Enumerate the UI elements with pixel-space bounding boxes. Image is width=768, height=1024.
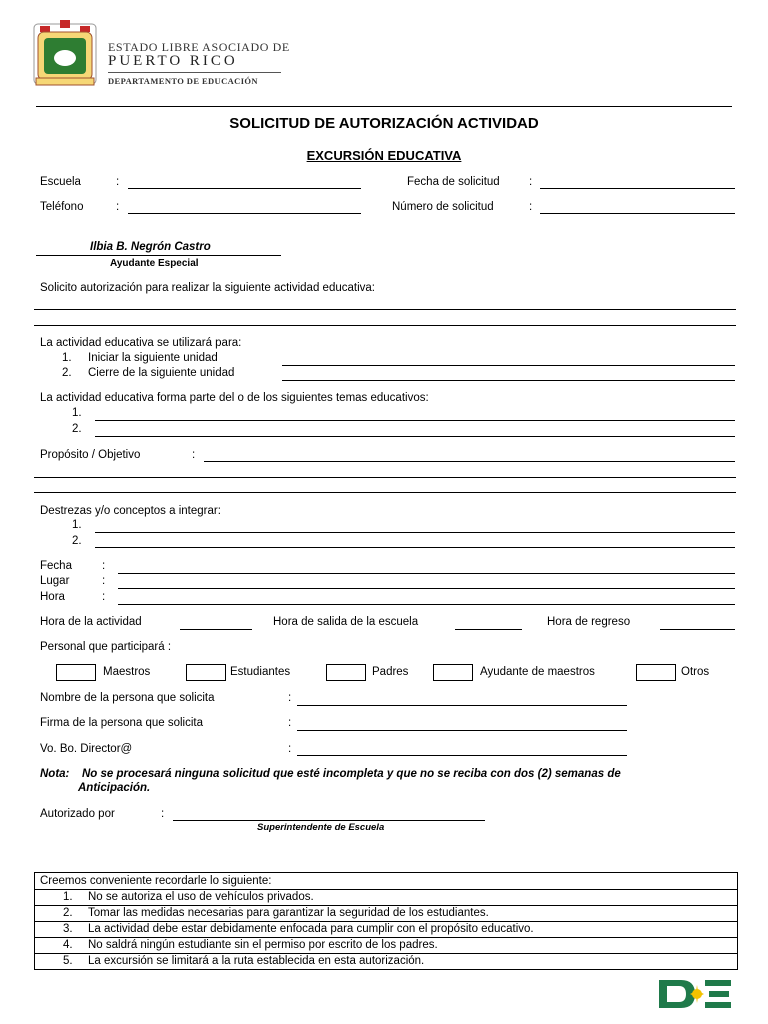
purpose-field-3[interactable] xyxy=(34,492,736,493)
use-heading: La actividad educativa se utilizará para: xyxy=(40,337,242,349)
themes-num-1: 1. xyxy=(72,407,82,419)
director-label: Vo. Bo. Director@ xyxy=(40,743,133,755)
reminders-heading: Creemos conveniente recordarle lo siguiente: xyxy=(35,873,737,890)
use-item-2-num: 2. xyxy=(62,367,72,379)
numero-solicitud-label: Número de solicitud xyxy=(392,201,494,213)
colon: : xyxy=(529,201,533,213)
lugar-label: Lugar xyxy=(40,575,70,587)
header-rule xyxy=(36,106,732,107)
skills-field-2[interactable] xyxy=(95,547,735,548)
page-subtitle: EXCURSIÓN EDUCATIVA xyxy=(306,148,462,163)
request-line-2[interactable] xyxy=(34,325,736,326)
fecha-field[interactable] xyxy=(118,573,735,574)
use-item-1-field[interactable] xyxy=(282,365,735,366)
skills-field-1[interactable] xyxy=(95,532,735,533)
skills-heading: Destrezas y/o conceptos a integrar: xyxy=(40,505,221,517)
lugar-field[interactable] xyxy=(118,588,735,589)
hora-regreso-label: Hora de regreso xyxy=(547,616,631,628)
colon: : xyxy=(192,449,196,461)
reminder-num: 4. xyxy=(63,939,73,951)
use-item-2: Cierre de la siguiente unidad xyxy=(88,367,235,379)
colon: : xyxy=(102,560,106,572)
table-row xyxy=(35,938,737,954)
skills-num-2: 2. xyxy=(72,535,82,547)
note-line-1: No se procesará ninguna solicitud que esté incompleta y que no se reciba con dos (2) semanas de xyxy=(82,768,621,780)
reminders-table xyxy=(34,872,738,970)
telefono-field[interactable] xyxy=(128,213,361,214)
escuela-label: Escuela xyxy=(40,176,81,188)
hora-actividad-field[interactable] xyxy=(180,629,252,630)
reminder-num: 1. xyxy=(63,891,73,903)
agency-line-1: ESTADO LIBRE ASOCIADO DE xyxy=(108,40,290,54)
colon: : xyxy=(116,201,120,213)
firma-label: Firma de la persona que solicita xyxy=(40,717,203,729)
purpose-label: Propósito / Objetivo xyxy=(40,449,141,461)
fecha-solicitud-field[interactable] xyxy=(540,188,735,189)
hora-label: Hora xyxy=(40,591,65,603)
reminder-text: No saldrá ningún estudiante sin el permiso por escrito de los padres. xyxy=(88,939,438,951)
page-title: SOLICITUD DE AUTORIZACIÓN ACTIVIDAD xyxy=(229,115,539,132)
checkbox-otros[interactable] xyxy=(636,664,676,681)
reminder-text: Tomar las medidas necesarias para garantizar la seguridad de los estudiantes. xyxy=(88,907,489,919)
option-estudiantes: Estudiantes xyxy=(230,666,291,678)
telefono-label: Teléfono xyxy=(40,201,84,213)
colon: : xyxy=(102,575,106,587)
use-item-1: Iniciar la siguiente unidad xyxy=(88,352,218,364)
de-logo-icon xyxy=(655,976,735,1012)
option-ayudante: Ayudante de maestros xyxy=(480,666,595,678)
skills-num-1: 1. xyxy=(72,519,82,531)
colon: : xyxy=(529,176,533,188)
signer-role: Ayudante Especial xyxy=(110,258,199,269)
purpose-field-2[interactable] xyxy=(34,477,736,478)
checkbox-maestros[interactable] xyxy=(56,664,96,681)
table-row xyxy=(35,922,737,938)
colon: : xyxy=(116,176,120,188)
authorized-role: Superintendente de Escuela xyxy=(257,822,385,833)
coat-of-arms-icon xyxy=(32,18,98,88)
colon: : xyxy=(288,717,292,729)
request-text: Solicito autorización para realizar la siguiente actividad educativa: xyxy=(40,282,375,294)
option-otros: Otros xyxy=(681,666,710,678)
colon: : xyxy=(288,692,292,704)
checkbox-estudiantes[interactable] xyxy=(186,664,226,681)
themes-field-2[interactable] xyxy=(95,436,735,437)
authorized-field[interactable] xyxy=(173,820,485,821)
signer-line xyxy=(36,255,281,256)
fecha-label: Fecha xyxy=(40,560,72,572)
personnel-heading: Personal que participará : xyxy=(40,641,172,653)
reminder-text: La excursión se limitará a la ruta establecida en esta autorización. xyxy=(88,955,425,967)
hora-salida-label: Hora de salida de la escuela xyxy=(273,616,419,628)
purpose-field-1[interactable] xyxy=(204,461,735,462)
hora-actividad-label: Hora de la actividad xyxy=(40,616,142,628)
colon: : xyxy=(102,591,106,603)
escuela-field[interactable] xyxy=(128,188,361,189)
table-row xyxy=(35,954,737,969)
reminder-text: La actividad debe estar debidamente enfocada para cumplir con el propósito educativo. xyxy=(88,923,534,935)
request-line-1[interactable] xyxy=(34,309,736,310)
hora-field[interactable] xyxy=(118,604,735,605)
table-row xyxy=(35,890,737,906)
fecha-solicitud-label: Fecha de solicitud xyxy=(407,176,500,188)
agency-line-3: DEPARTAMENTO DE EDUCACIÓN xyxy=(108,76,258,86)
checkbox-padres[interactable] xyxy=(326,664,366,681)
checkbox-ayudante[interactable] xyxy=(433,664,473,681)
nombre-label: Nombre de la persona que solicita xyxy=(40,692,215,704)
note-line-2: Anticipación. xyxy=(78,782,151,794)
nombre-field[interactable] xyxy=(297,705,627,706)
hora-salida-field[interactable] xyxy=(455,629,522,630)
themes-field-1[interactable] xyxy=(95,420,735,421)
reminder-num: 2. xyxy=(63,907,73,919)
reminder-num: 5. xyxy=(63,955,73,967)
option-maestros: Maestros xyxy=(103,666,151,678)
use-item-2-field[interactable] xyxy=(282,380,735,381)
note-label: Nota: xyxy=(40,768,70,780)
signer-name: Ilbia B. Negrón Castro xyxy=(90,241,211,253)
numero-solicitud-field[interactable] xyxy=(540,213,735,214)
agency-divider xyxy=(108,72,281,73)
reminder-text: No se autoriza el uso de vehículos privados. xyxy=(88,891,314,903)
colon: : xyxy=(161,808,165,820)
hora-regreso-field[interactable] xyxy=(660,629,735,630)
agency-line-2: PUERTO RICO xyxy=(108,53,238,69)
option-padres: Padres xyxy=(372,666,409,678)
table-row xyxy=(35,906,737,922)
reminder-num: 3. xyxy=(63,923,73,935)
use-item-1-num: 1. xyxy=(62,352,72,364)
colon: : xyxy=(288,743,292,755)
firma-field[interactable] xyxy=(297,730,627,731)
themes-num-2: 2. xyxy=(72,423,82,435)
director-field[interactable] xyxy=(297,755,627,756)
themes-heading: La actividad educativa forma parte del o de los siguientes temas educativos: xyxy=(40,392,429,404)
authorized-label: Autorizado por xyxy=(40,808,115,820)
